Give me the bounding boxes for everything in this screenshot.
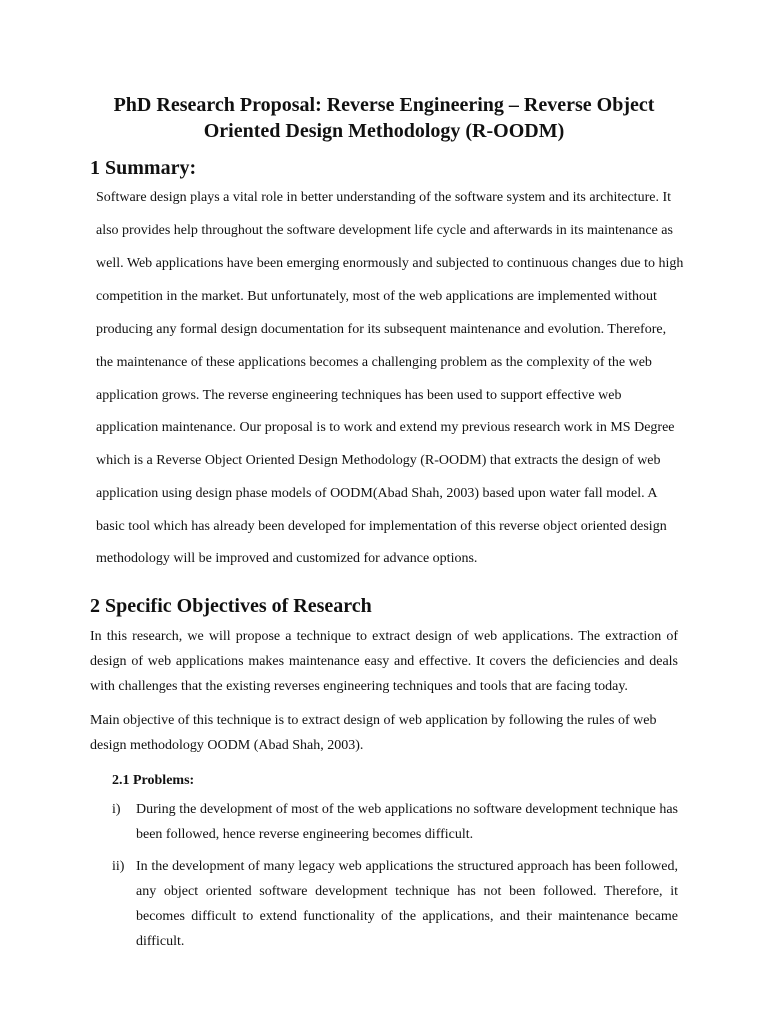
problem-item (112, 797, 678, 847)
summary-line: producing any formal design documentation for its subsequent maintenance and evolution. Therefore, (96, 322, 667, 337)
summary-line: the maintenance of these applications becomes a challenging problem as the complexity of the web (96, 355, 652, 370)
summary-line: competition in the market. But unfortunately, most of the web applications are implemented without (96, 289, 657, 304)
objectives-heading: 2 Specific Objectives of Research (90, 595, 372, 617)
title-line-2: Oriented Design Methodology (R-OODM) (203, 120, 565, 142)
summary-line: well. Web applications have been emerging enormously and subjected to continuous changes due to high (96, 256, 684, 271)
summary-line: methodology will be improved and customized for advance options. (96, 551, 478, 566)
problem-text: In the development of many legacy web applications the structured approach has been followed, any object oriented software development technique has not been followed. Therefore, it becomes difficult to extend functionality of the applications, and their maintenance became difficult. (136, 859, 678, 949)
summary-line: application grows. The reverse engineering techniques has been used to support effective web (96, 388, 622, 403)
summary-line: also provides help throughout the software development life cycle and afterwards in its maintenance as (96, 223, 673, 238)
summary-line: which is a Reverse Object Oriented Design Methodology (R-OODM) that extracts the design of web (96, 453, 661, 468)
summary-line: basic tool which has already been developed for implementation of this reverse object oriented design (96, 519, 667, 534)
list-marker: ii) (112, 859, 125, 874)
document-title (90, 92, 678, 144)
summary-line: application using design phase models of OODM(Abad Shah, 2003) based upon water fall model. A (96, 486, 658, 501)
summary-heading: 1 Summary: (90, 157, 197, 179)
objectives-paragraph: In this research, we will propose a technique to extract design of web applications. The extraction of design of web applications makes maintenance easy and effective. It covers the deficiencies and deals with challenges that the existing reverses engineering techniques and tools that are facing today. (90, 629, 678, 694)
problems-heading: 2.1 Problems: (112, 773, 195, 788)
problem-item (112, 854, 678, 954)
title-line-1: PhD Research Proposal: Reverse Engineering – Reverse Object (113, 94, 655, 116)
list-marker: i) (112, 802, 121, 817)
objectives-main-paragraph: Main objective of this technique is to extract design of web application by following the rules of web design methodology OODM (Abad Shah, 2003). (90, 713, 657, 753)
summary-line: application maintenance. Our proposal is to work and extend my previous research work in MS Degree (96, 420, 675, 435)
summary-line: Software design plays a vital role in better understanding of the software system and its architecture. It (96, 190, 671, 205)
problem-text: During the development of most of the web applications no software development technique has been followed, hence reverse engineering becomes difficult. (136, 802, 678, 842)
